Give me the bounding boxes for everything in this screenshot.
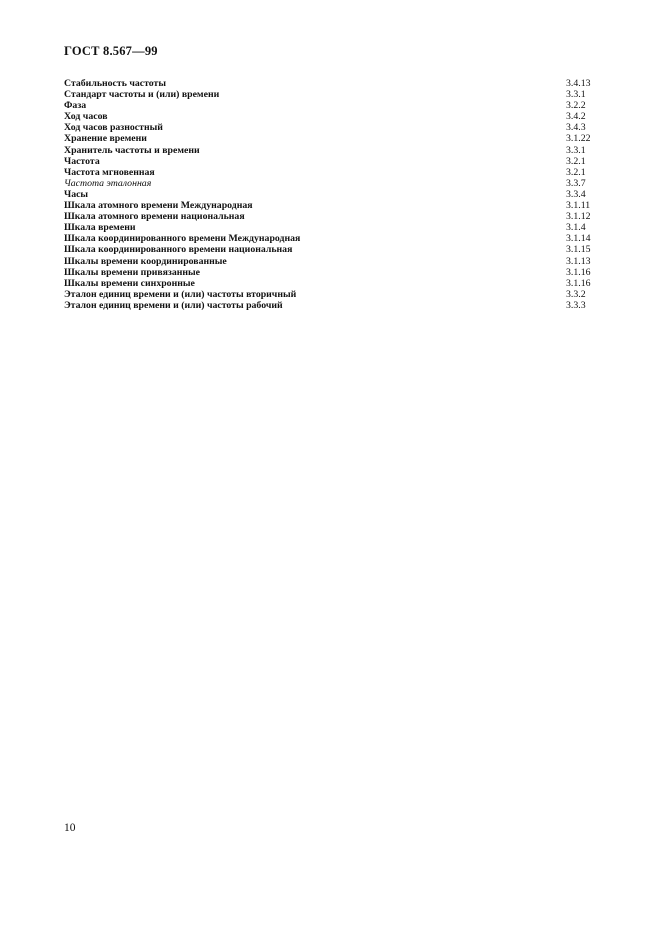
index-entry	[64, 111, 604, 122]
index-reference: 3.1.15	[566, 244, 591, 256]
index-entry	[64, 133, 604, 144]
index-entry	[64, 122, 604, 133]
index-entry	[64, 178, 604, 189]
index-reference: 3.1.12	[566, 211, 591, 223]
index-term: Шкала координированного времени Международная	[64, 233, 301, 245]
page-number: 10	[64, 822, 76, 834]
index-term: Эталон единиц времени и (или) частоты рабочий	[64, 299, 283, 311]
index-reference: 3.3.7	[566, 177, 586, 189]
document-header: ГОСТ 8.567—99	[64, 44, 158, 58]
index-term: Ход часов	[64, 111, 108, 123]
index-entry	[64, 300, 604, 311]
index-reference: 3.1.13	[566, 255, 591, 267]
index-term: Ход часов разностный	[64, 122, 163, 134]
index-term: Стандарт частоты и (или) времени	[64, 89, 220, 101]
index-entry	[64, 289, 604, 300]
index-entry	[64, 233, 604, 244]
index-term: Шкала координированного времени национальная	[64, 244, 293, 256]
index-term: Стабильность частоты	[64, 78, 167, 89]
index-reference: 3.1.16	[566, 266, 591, 278]
index-entry	[64, 100, 604, 111]
index-reference: 3.3.1	[566, 89, 586, 101]
index-entry	[64, 222, 604, 233]
index-entry	[64, 145, 604, 156]
index-term: Эталон единиц времени и (или) частоты вторичный	[64, 288, 297, 300]
index-term: Хранитель частоты и времени	[64, 144, 200, 156]
index-entry	[64, 89, 604, 100]
index-term: Шкалы времени привязанные	[64, 266, 201, 278]
index-reference: 3.3.1	[566, 144, 586, 156]
index-term: Частота эталонная	[64, 177, 152, 189]
index-entry	[64, 256, 604, 267]
index-term: Частота мгновенная	[64, 166, 155, 178]
index-entry	[64, 278, 604, 289]
index-entry	[64, 200, 604, 211]
index-entry	[64, 211, 604, 222]
index-entry	[64, 189, 604, 200]
index-entry	[64, 156, 604, 167]
index-reference: 3.4.3	[566, 122, 586, 134]
index-term: Часы	[64, 188, 89, 200]
index-entry	[64, 78, 604, 89]
index-term: Шкала времени	[64, 222, 136, 234]
index-reference: 3.3.4	[566, 188, 586, 200]
index-reference: 3.1.4	[566, 222, 586, 234]
index-reference: 3.4.2	[566, 111, 586, 123]
index-entry	[64, 167, 604, 178]
index-term: Шкала атомного времени национальная	[64, 211, 245, 223]
index-reference: 3.1.11	[566, 200, 591, 212]
index-reference: 3.4.13	[566, 78, 591, 89]
index-reference: 3.1.14	[566, 233, 591, 245]
index-term: Шкалы времени координированные	[64, 255, 227, 267]
index-reference: 3.2.2	[566, 100, 586, 112]
index-entry	[64, 267, 604, 278]
index-reference: 3.3.2	[566, 288, 586, 300]
index-reference: 3.2.1	[566, 166, 586, 178]
alphabetical-index	[64, 78, 604, 311]
index-term: Частота	[64, 155, 100, 167]
index-term: Шкала атомного времени Международная	[64, 200, 253, 212]
index-reference: 3.2.1	[566, 155, 586, 167]
index-term: Шкалы времени синхронные	[64, 277, 195, 289]
index-reference: 3.3.3	[566, 299, 586, 311]
index-term: Хранение времени	[64, 133, 147, 145]
index-reference: 3.1.16	[566, 277, 591, 289]
index-entry	[64, 244, 604, 255]
index-term: Фаза	[64, 100, 87, 112]
index-reference: 3.1.22	[566, 133, 591, 145]
